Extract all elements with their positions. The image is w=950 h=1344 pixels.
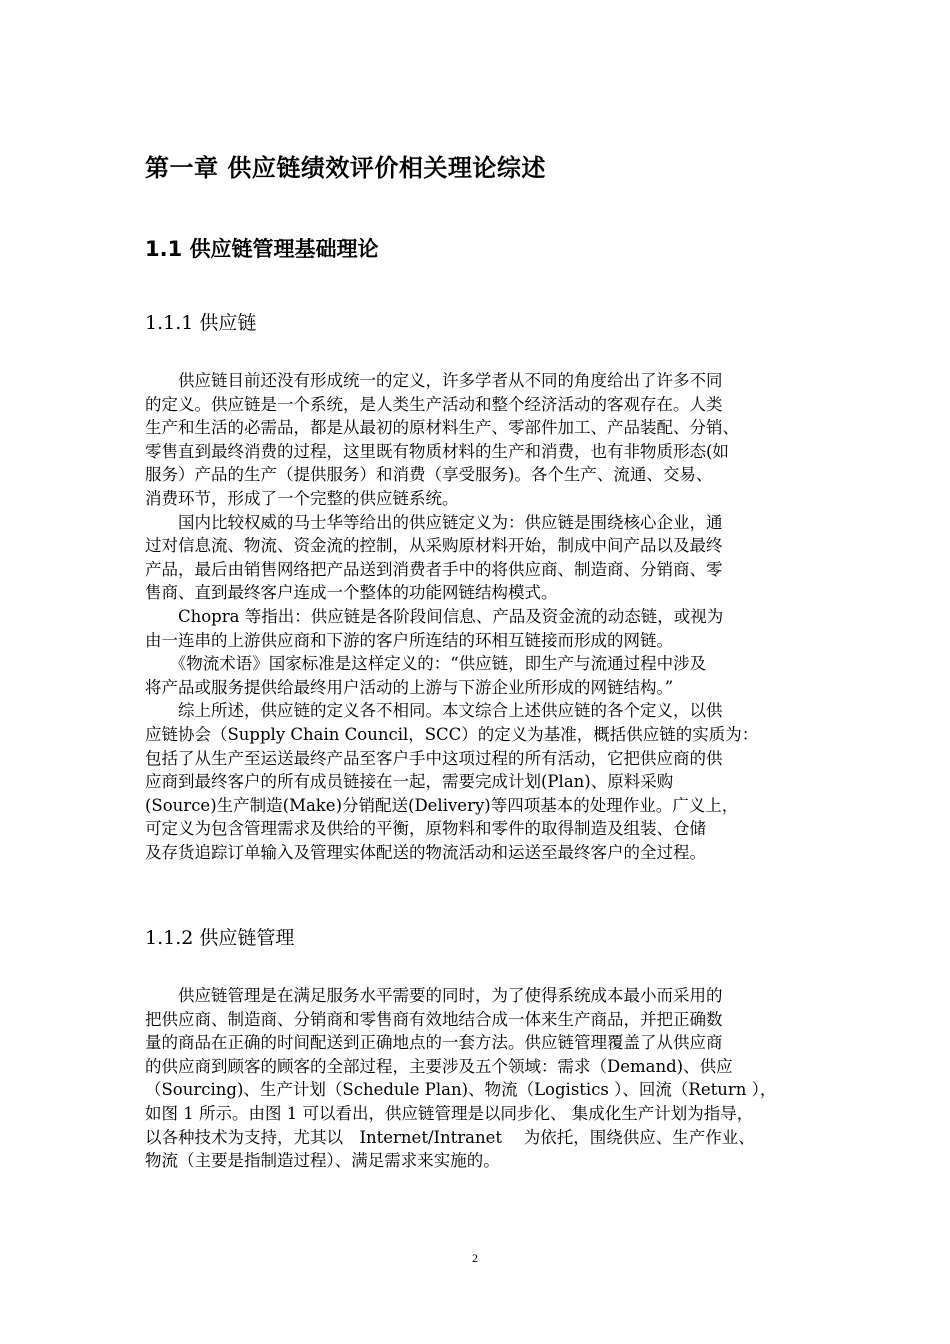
text-line: （Sourcing)、生产计划（Schedule Plan)、物流（Logistics ）、回流（Return ），	[145, 1080, 777, 1100]
text-line: 产品，最后由销售网络把产品送到消费者手中的将供应商、制造商、分销商、零	[145, 559, 723, 579]
text-line: 零售直到最终消费的过程，这里既有物质材料的生产和消费，也有非物质形态(如	[145, 441, 729, 461]
text-line: 由一连串的上游供应商和下游的客户所连结的环相互链接而形成的网链。	[145, 630, 673, 650]
section2-body	[145, 984, 815, 1173]
text-line: 售商、直到最终客户连成一个整体的功能网链结构模式。	[145, 583, 558, 603]
chapter-title: 第一章 供应链绩效评价相关理论综述	[145, 154, 546, 182]
text-line: 供应链管理是在满足服务水平需要的同时，为了使得系统成本最小而采用的	[145, 986, 723, 1005]
text-line: 物流（主要是指制造过程）、满足需求来实施的。	[145, 1151, 500, 1171]
text-line: 把供应商、制造商、分销商和零售商有效地结合成一体来生产商品，并把正确数	[145, 1009, 723, 1029]
text-line: Chopra 等指出：供应链是各阶段间信息、产品及资金流的动态链，或视为	[145, 606, 724, 626]
text-line: 量的商品在正确的时间配送到正确地点的一套方法。供应链管理覆盖了从供应商	[145, 1033, 723, 1053]
text-line: 及存货追踪订单输入及管理实体配送的物流活动和运送至最终客户的全过程。	[145, 842, 706, 862]
text-line: 以各种技术为支持，尤其以 Internet/Intranet 为依托，围绕供应、生产作业、	[145, 1127, 755, 1147]
text-line: 应商到最终客户的所有成员链接在一起，需要完成计划(Plan)、原料采购	[145, 772, 674, 792]
section-title: 1.1 供应链管理基础理论	[145, 237, 379, 261]
text-line: 包括了从生产至运送最终产品至客户手中这项过程的所有活动，它把供应商的供	[145, 748, 723, 768]
text-line: 服务）产品的生产（提供服务）和消费（享受服务)。各个生产、流通、交易、	[145, 465, 713, 485]
text-line: 生产和生活的必需品，都是从最初的原材料生产、零部件加工、产品装配、分销、	[145, 418, 739, 438]
text-line: 可定义为包含管理需求及供给的平衡，原物料和零件的取得制造及组装、仓储	[145, 819, 706, 839]
text-line: (Source)生产制造(Make)分销配送(Delivery)等四项基本的处理作业。广义上，	[145, 795, 739, 815]
section1-body	[145, 369, 815, 864]
text-line: 应链协会（Supply Chain Council，SCC）的定义为基准，概括供应链的实质为：	[145, 724, 759, 744]
text-line: 的供应商到顾客的顾客的全部过程，主要涉及五个领域：需求（Demand)、供应	[145, 1056, 733, 1076]
subsection-title-scm: 1.1.2 供应链管理	[145, 927, 295, 949]
text-line: 供应链目前还没有形成统一的定义，许多学者从不同的角度给出了许多不同	[145, 371, 723, 390]
text-line: 国内比较权威的马士华等给出的供应链定义为：供应链是围绕核心企业，通	[145, 512, 723, 532]
text-line: 《物流术语》国家标准是这样定义的：“供应链，即生产与流通过程中涉及	[145, 654, 707, 674]
text-line: 综上所述，供应链的定义各不相同。本文综合上述供应链的各个定义，以供	[145, 701, 723, 721]
text-line: 过对信息流、物流、资金流的控制，从采购原材料开始，制成中间产品以及最终	[145, 536, 723, 556]
text-line: 将产品或服务提供给最终用户活动的上游与下游企业所形成的网链结构。”	[145, 677, 674, 697]
text-line: 消费环节，形成了一个完整的供应链系统。	[145, 488, 459, 508]
page-number: 2	[472, 1251, 478, 1265]
subsection-title-supply-chain: 1.1.1 供应链	[145, 312, 257, 334]
text-line: 的定义。供应链是一个系统，是人类生产活动和整个经济活动的客观存在。人类	[145, 394, 723, 414]
text-line: 如图 1 所示。由图 1 可以看出，供应链管理是以同步化、 集成化生产计划为指导，	[145, 1103, 754, 1123]
